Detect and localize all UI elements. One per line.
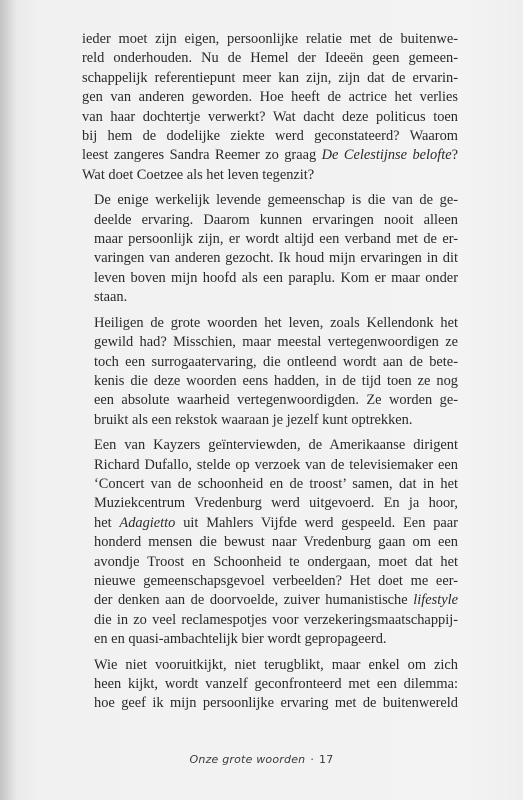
text-line: heen kijkt, wordt vanzelf geconfronteerd met een dilemma: <box>94 676 458 692</box>
text-line: reld onderhouden. Nu de Hemel der Ideeën geen gemeen- <box>82 50 458 67</box>
text-line: en en quasi-ambachtelijk bier wordt gepropageerd. <box>94 631 387 648</box>
text-line: staan. <box>94 289 128 306</box>
text-line: Wat doet Coetzee als het leven tegenzit? <box>82 166 315 183</box>
body-text <box>82 30 458 720</box>
text-line: van haar dochtertje verwerkt? Wat dacht deze politicus toen <box>82 108 458 125</box>
text-segment: ? <box>451 147 458 164</box>
text-line: maar persoonlijk zijn, er wordt altijd een verband met de er- <box>94 231 458 248</box>
text-line: bij hem de dodelijke ziekte werd geconstateerd? Waarom <box>82 128 458 145</box>
text-line: ieder moet zijn eigen, persoonlijke relatie met de buitenwe- <box>82 31 458 47</box>
text-line: avondje Troost en Schoonheid te ondergaan, moet dat het <box>94 553 458 570</box>
text-line <box>82 146 458 165</box>
running-footer <box>0 753 523 766</box>
gutter-shadow <box>0 0 18 800</box>
text-line: De enige werkelijk levende gemeenschap is die van de ge- <box>94 192 458 209</box>
text-line <box>82 514 458 533</box>
text-line <box>82 591 458 610</box>
text-line: Wie niet vooruitkijkt, niet terugblikt, maar enkel om zich <box>94 656 458 673</box>
text-line: ‘Concert van de schoonheid en de troost’ samen, dat in het <box>94 475 458 492</box>
text-line: deelde ervaring. Daarom kunnen ervaringen nooit alleen <box>94 211 458 228</box>
text-line: Muziekcentrum Vredenburg werd uitgevoerd. En ja hoor, <box>94 495 458 512</box>
text-segment: leest zangeres Sandra Reemer zo graag <box>82 147 322 164</box>
text-line: Een van Kayzers geïnterviewden, de Amerikaanse dirigent <box>94 437 458 454</box>
text-line: varingen van anderen gezocht. Ik houd mijn ervaringen in dit <box>94 250 458 267</box>
paragraph <box>82 656 458 714</box>
text-line: toch een surrogaatervaring, die ontleend wordt aan de bete- <box>94 353 458 370</box>
text-segment: uit Mahlers Vijfde werd gespeeld. Een paar <box>175 514 458 531</box>
paragraph <box>82 314 458 430</box>
text-line: bruikt als een rekstok waaraan je jezelf kunt optrekken. <box>94 411 413 428</box>
page-number: 17 <box>319 753 334 766</box>
text-line: Richard Dufallo, stelde op verzoek van de televisiemaker een <box>94 456 458 473</box>
text-segment: der denken aan de doorvoelde, zuiver humanistische <box>94 592 414 609</box>
paragraph <box>82 191 458 307</box>
book-title: De Celestijnse belofte <box>321 147 452 164</box>
paragraph <box>82 436 458 649</box>
text-line: gen van anderen geworden. Hoe heeft de actrice het verlies <box>82 89 458 106</box>
italic-word: lifestyle <box>413 592 458 609</box>
footer-title: Onze grote woorden <box>189 753 306 766</box>
text-line: nieuwe gemeenschapsgevoel verbeelden? Het doet me eer- <box>94 572 458 589</box>
text-line: gewild had? Misschien, maar meestal vertegenwoordigen ze <box>94 334 458 351</box>
text-line: honderd mensen die bewust naar Vredenburg gaan om een <box>94 534 458 551</box>
text-line: Heiligen de grote woorden het leven, zoals Kellendonk het <box>94 314 458 331</box>
text-line: hoe geef ik mijn persoonlijke ervaring met de buitenwereld <box>94 695 458 712</box>
text-line: schappelijk referentiepunt meer kan zijn, zijn dat de ervarin- <box>82 69 458 86</box>
text-segment: het <box>94 514 120 531</box>
text-line: leven boven mijn hoofd als een paraplu. Kom er maar onder <box>94 269 458 286</box>
footer-separator: · <box>310 753 315 766</box>
paragraph <box>82 30 458 185</box>
text-line: die in zo veel reclamespotjes voor verzekeringsmaatschappij- <box>94 611 458 628</box>
text-line: een absolute waarheid vertegenwoordigden. Ze worden ge- <box>94 392 458 409</box>
text-line: kenis die deze woorden eens hadden, in de tijd toen ze nog <box>94 372 458 389</box>
music-title: Adagietto <box>119 514 176 531</box>
